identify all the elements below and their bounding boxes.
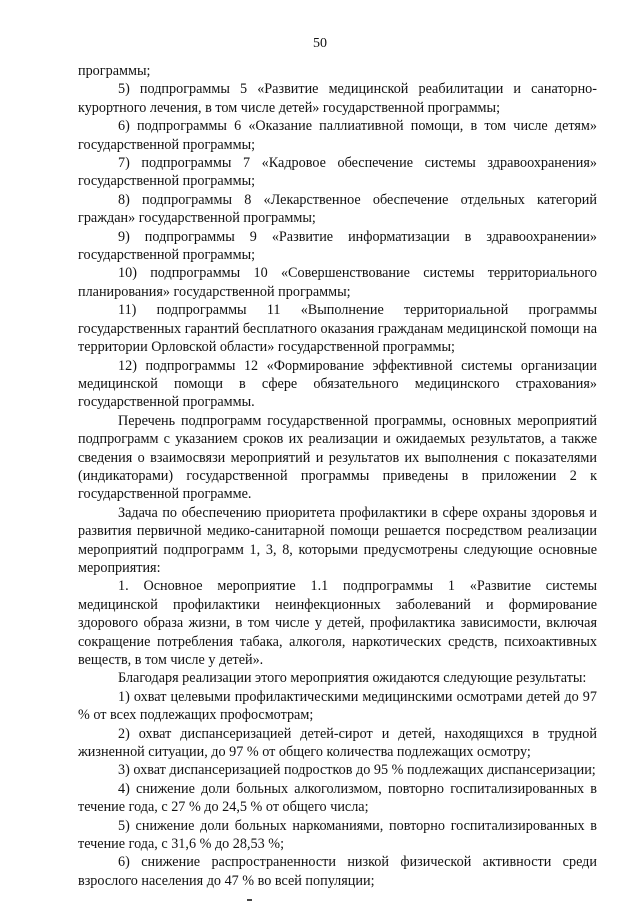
paragraph-list-reference: Перечень подпрограмм государственной программы, основных мероприятий подпрограмм с указанием сроков их реализации и ожидаемых результатов, а также сведения о взаимосвязи мероприятий и результатов их выполнения с показателями (индикаторами) государственной программы приведены в приложении 2 к государственной программе. <box>78 412 597 503</box>
result-item-2: 2) охват диспансеризацией детей-сирот и детей, находящихся в трудной жизненной ситуации, до 97 % от общего количества подлежащих осмотру; <box>78 725 597 761</box>
paragraph-expected-results: Благодаря реализации этого мероприятия ожидаются следующие результаты: <box>118 670 587 687</box>
list-item-subprogram-11: 11) подпрограммы 11 «Выполнение территориальной программы государственных гарантий бесплатного оказания гражданам медицинской помощи на территории Орловской области» государственной программы; <box>78 302 597 356</box>
paragraph-continuation: программы; <box>78 63 151 79</box>
list-item-subprogram-8: 8) подпрограммы 8 «Лекарственное обеспечение отдельных категорий граждан» государственной программы; <box>78 191 597 227</box>
list-item-subprogram-12: 12) подпрограммы 12 «Формирование эффективной системы организации медицинской помощи в сфере обязательного медицинского страхования» государственной программы. <box>78 357 597 411</box>
paragraph-main-activity-1-1: 1. Основное мероприятие 1.1 подпрограммы 1 «Развитие системы медицинской профилактики неинфекционных заболеваний и формирование здорового образа жизни, в том числе у детей, профилактика зависимости, включая сокращение потребления табака, алкоголя, наркотических средств, психоактивных веществ, в том числе у детей». <box>78 578 597 668</box>
page-number: 50 <box>313 36 327 51</box>
list-item-subprogram-6: 6) подпрограммы 6 «Оказание паллиативной помощи, в том числе детям» государственной программы; <box>78 118 597 153</box>
scan-artifact-mark <box>247 899 252 901</box>
list-item-subprogram-10: 10) подпрограммы 10 «Совершенствование системы территориального планирования» государственной программы; <box>78 265 597 300</box>
result-item-3: 3) охват диспансеризацией подростков до 95 % подлежащих диспансеризации; <box>118 762 596 779</box>
list-item-subprogram-9: 9) подпрограммы 9 «Развитие информатизации в здравоохранении» государственной программы; <box>78 228 597 264</box>
list-item-subprogram-5: 5) подпрограммы 5 «Развитие медицинской реабилитации и санаторно-курортного лечения, в том числе детей» государственной программы; <box>78 81 597 116</box>
result-item-6: 6) снижение распространенности низкой физической активности среди взрослого населения до 47 % во всей популяции; <box>78 854 597 889</box>
list-item-subprogram-7: 7) подпрограммы 7 «Кадровое обеспечение системы здравоохранения» государственной программы; <box>78 155 597 190</box>
result-item-4: 4) снижение доли больных алкоголизмом, повторно госпитализированных в течение года, с 27 % до 24,5 % от общего числа; <box>78 780 597 816</box>
result-item-1: 1) охват целевыми профилактическими медицинскими осмотрами детей до 97 % от всех подлежащих профосмотрам; <box>78 688 597 724</box>
paragraph-prevention-task: Задача по обеспечению приоритета профилактики в сфере охраны здоровья и развития первичной медико-санитарной помощи решается посредством реализации мероприятий подпрограмм 1, 3, 8, которыми предусмотрены следующие основные мероприятия: <box>78 504 597 576</box>
document-body <box>78 62 597 890</box>
result-item-5: 5) снижение доли больных наркоманиями, повторно госпитализированных в течение года, с 31,6 % до 28,53 %; <box>78 817 597 853</box>
